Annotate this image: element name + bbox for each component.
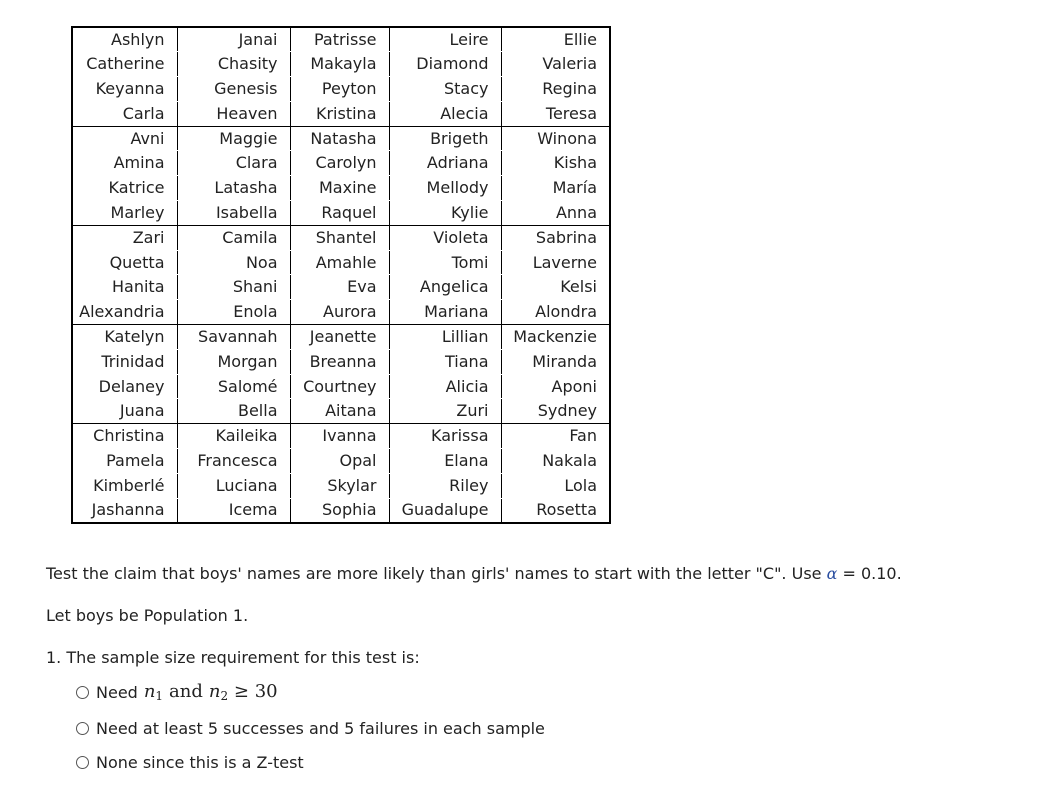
name-cell: Maggie <box>177 126 290 151</box>
name-cell: Regina <box>501 77 610 102</box>
part1-prompt: 1. The sample size requirement for this test is: <box>46 648 420 667</box>
name-cell: Natasha <box>290 126 389 151</box>
table-row <box>72 399 610 424</box>
name-cell: Aitana <box>290 399 389 424</box>
name-cell: Juana <box>72 399 177 424</box>
name-cell: Sophia <box>290 498 389 523</box>
name-cell: Alecia <box>389 101 501 126</box>
name-cell: Mellody <box>389 176 501 201</box>
name-cell: Bella <box>177 399 290 424</box>
name-cell: Shani <box>177 275 290 300</box>
name-cell: Adriana <box>389 151 501 176</box>
name-cell: Christina <box>72 424 177 449</box>
claim-text <box>46 564 902 584</box>
name-cell: Janai <box>177 27 290 52</box>
name-cell: Camila <box>177 225 290 250</box>
name-cell: Valeria <box>501 52 610 77</box>
name-cell: Violeta <box>389 225 501 250</box>
table-row <box>72 101 610 126</box>
table-row <box>72 126 610 151</box>
name-cell: Keyanna <box>72 77 177 102</box>
table-row <box>72 52 610 77</box>
name-cell: Jeanette <box>290 325 389 350</box>
table-row <box>72 201 610 226</box>
table-row <box>72 498 610 523</box>
name-cell: Anna <box>501 201 610 226</box>
name-cell: Kylie <box>389 201 501 226</box>
option-3-label: None since this is a Z-test <box>96 752 304 772</box>
table-row <box>72 424 610 449</box>
name-cell: Catherine <box>72 52 177 77</box>
name-cell: Maxine <box>290 176 389 201</box>
name-cell: Mariana <box>389 300 501 325</box>
name-cell: Brigeth <box>389 126 501 151</box>
radio-option-3[interactable] <box>76 756 89 769</box>
name-cell: Francesca <box>177 449 290 474</box>
name-cell: Guadalupe <box>389 498 501 523</box>
table-row <box>72 325 610 350</box>
name-cell: Salomé <box>177 374 290 399</box>
population-note: Let boys be Population 1. <box>46 606 249 625</box>
name-cell: Tomi <box>389 250 501 275</box>
name-cell: Karissa <box>389 424 501 449</box>
name-cell: Jashanna <box>72 498 177 523</box>
name-cell: Patrisse <box>290 27 389 52</box>
name-cell: Kisha <box>501 151 610 176</box>
name-cell: Ellie <box>501 27 610 52</box>
name-cell: Sabrina <box>501 225 610 250</box>
name-cell: Alexandria <box>72 300 177 325</box>
name-cell: Morgan <box>177 349 290 374</box>
name-cell: Avni <box>72 126 177 151</box>
name-cell: Carla <box>72 101 177 126</box>
table-row <box>72 300 610 325</box>
option-5-successes-failures[interactable] <box>76 718 545 738</box>
name-cell: Fan <box>501 424 610 449</box>
table-row <box>72 225 610 250</box>
name-cell: Lillian <box>389 325 501 350</box>
option-none-z-test[interactable] <box>76 752 304 772</box>
name-cell: Pamela <box>72 449 177 474</box>
name-cell: Riley <box>389 473 501 498</box>
name-cell: Miranda <box>501 349 610 374</box>
table-row <box>72 176 610 201</box>
name-cell: Teresa <box>501 101 610 126</box>
claim-prefix: Test the claim that boys' names are more likely than girls' names to start with the letter "C". Use <box>46 564 827 583</box>
name-cell: Mackenzie <box>501 325 610 350</box>
name-cell: Breanna <box>290 349 389 374</box>
name-cell: Alondra <box>501 300 610 325</box>
name-cell: Angelica <box>389 275 501 300</box>
name-cell: Alicia <box>389 374 501 399</box>
name-cell: Noa <box>177 250 290 275</box>
table-row <box>72 250 610 275</box>
name-cell: Katelyn <box>72 325 177 350</box>
name-cell: Zari <box>72 225 177 250</box>
name-cell: Quetta <box>72 250 177 275</box>
names-table <box>71 26 611 524</box>
names-table-body <box>72 27 610 523</box>
name-cell: Rosetta <box>501 498 610 523</box>
name-cell: Latasha <box>177 176 290 201</box>
name-cell: Shantel <box>290 225 389 250</box>
alpha-symbol: α <box>826 564 838 583</box>
name-cell: Courtney <box>290 374 389 399</box>
name-cell: Enola <box>177 300 290 325</box>
name-cell: Laverne <box>501 250 610 275</box>
name-cell: Luciana <box>177 473 290 498</box>
name-cell: Kimberlé <box>72 473 177 498</box>
name-cell: Opal <box>290 449 389 474</box>
name-cell: Lola <box>501 473 610 498</box>
table-row <box>72 473 610 498</box>
option-1-label: Need <box>96 682 138 702</box>
table-row <box>72 151 610 176</box>
name-cell: Isabella <box>177 201 290 226</box>
option-1-math: $n_1$ and $n_2 \ge 30$ <box>143 681 278 703</box>
table-row <box>72 449 610 474</box>
name-cell: Eva <box>290 275 389 300</box>
name-cell: Makayla <box>290 52 389 77</box>
name-cell: Chasity <box>177 52 290 77</box>
name-cell: Zuri <box>389 399 501 424</box>
table-row <box>72 374 610 399</box>
name-cell: Savannah <box>177 325 290 350</box>
name-cell: Amina <box>72 151 177 176</box>
name-cell: Kaileika <box>177 424 290 449</box>
name-cell: Aponi <box>501 374 610 399</box>
name-cell: Raquel <box>290 201 389 226</box>
option-need-n30[interactable] <box>76 680 278 704</box>
name-cell: Icema <box>177 498 290 523</box>
name-cell: Carolyn <box>290 151 389 176</box>
name-cell: María <box>501 176 610 201</box>
name-cell: Diamond <box>389 52 501 77</box>
name-cell: Amahle <box>290 250 389 275</box>
name-cell: Katrice <box>72 176 177 201</box>
name-cell: Skylar <box>290 473 389 498</box>
radio-option-1[interactable] <box>76 686 89 699</box>
radio-option-2[interactable] <box>76 722 89 735</box>
name-cell: Heaven <box>177 101 290 126</box>
option-2-label: Need at least 5 successes and 5 failures in each sample <box>96 718 545 738</box>
name-cell: Ivanna <box>290 424 389 449</box>
name-cell: Clara <box>177 151 290 176</box>
name-cell: Marley <box>72 201 177 226</box>
name-cell: Delaney <box>72 374 177 399</box>
name-cell: Stacy <box>389 77 501 102</box>
name-cell: Trinidad <box>72 349 177 374</box>
name-cell: Sydney <box>501 399 610 424</box>
name-cell: Genesis <box>177 77 290 102</box>
name-cell: Winona <box>501 126 610 151</box>
name-cell: Nakala <box>501 449 610 474</box>
table-row <box>72 275 610 300</box>
name-cell: Hanita <box>72 275 177 300</box>
name-cell: Aurora <box>290 300 389 325</box>
name-cell: Elana <box>389 449 501 474</box>
name-cell: Kristina <box>290 101 389 126</box>
name-cell: Tiana <box>389 349 501 374</box>
name-cell: Leire <box>389 27 501 52</box>
alpha-value: = 0.10. <box>837 564 902 583</box>
name-cell: Kelsi <box>501 275 610 300</box>
name-cell: Ashlyn <box>72 27 177 52</box>
name-cell: Peyton <box>290 77 389 102</box>
table-row <box>72 27 610 52</box>
table-row <box>72 77 610 102</box>
table-row <box>72 349 610 374</box>
